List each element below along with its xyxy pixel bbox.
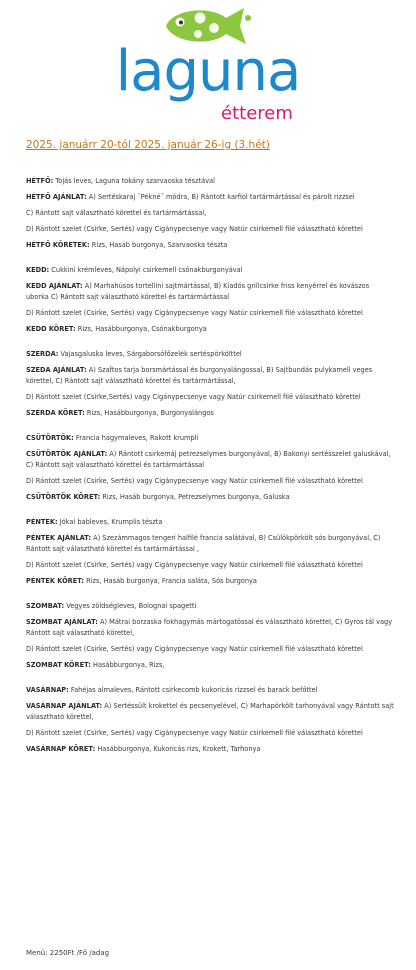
menu-line-label: KEDD AJÁNLAT: [26,282,83,290]
menu-line-text: Rizs, Hasáb burgonya, Szarvaoska tészta [89,241,228,249]
menu-line [26,701,394,723]
menu-line-label: HÉTFŐ AJÁNLAT: [26,193,87,201]
menu-line-label: PÉNTEK AJÁNLAT: [26,534,92,542]
logo-subtitle: étterem [221,103,293,124]
day-block [26,176,394,251]
menu-line [26,560,394,571]
menu-line-label: SZOMBAT AJÁNLAT: [26,618,98,626]
menu-line-label: VASÁRNAP AJÁNLAT: [26,702,103,710]
menu-line-text: A) Sertéssült krokettel és pecsenyelével, C) Marhapörkölt tarhonyával vagy Rántott sajt választható körettel, [26,702,394,721]
menu-line [26,601,394,612]
menu-line-label: SZOMBAT: [26,602,65,610]
menu-line-label: SZOMBAT KÖRET: [26,661,91,669]
menu-line [26,576,394,587]
menu-line-label: KEDD: [26,266,50,274]
menu-line [26,308,394,319]
menu-line [26,744,394,755]
menu-line [26,728,394,739]
menu-line [26,224,394,235]
menu-line-text: C) Rántott sajt választható körettel és tartármártással, [26,209,207,217]
menu-line-label: CSÜTÖRTÖK: [26,434,74,442]
menu-line-label: CSÜTÖRTÖK AJÁNLAT: [26,450,108,458]
menu-line-text: Rizs, Hasábburgonya, Burgonyalángos [84,409,214,417]
menu-line [26,240,394,251]
menu-line [26,208,394,219]
menu-line [26,660,394,671]
menu-line-text: D) Rántott szelet (Csirke, Sertés) vagy Cigánypecsenye vagy Natúr csirkemell filé választható körettel [26,645,363,653]
menu-line [26,492,394,503]
menu-line [26,517,394,528]
day-block [26,265,394,335]
menu-line-text: Vegyes zöldségleves, Bolognai spagetti [64,602,197,610]
menu-line [26,324,394,335]
menu-line [26,281,394,303]
restaurant-logo [0,0,416,130]
day-block [26,517,394,587]
menu-line-text: D) Rántott szelet (Csirke, Sertés) vagy Cigánypecsenye vagy Natúr csirkemell filé választható körettel [26,729,363,737]
menu-line [26,476,394,487]
menu-line [26,192,394,203]
menu-line-text: Jókai bableves, Krumplis tészta [57,518,163,526]
menu-line-text: Fahéjas almaleves, Rántott csirkecomb kukoricás rizzsel és barack befőttel [68,686,318,694]
menu-line-label: HÉTFŐ: [26,177,54,185]
menu-line [26,617,394,639]
menu-line-label: VASÁRNAP KÖRET: [26,745,96,753]
menu-line [26,433,394,444]
menu-line-text: Francia hagymaleves, Rakott krumpli [73,434,199,442]
menu-line-text: Rizs, Hasábburgonya, Csónakburgonya [75,325,207,333]
day-block [26,433,394,503]
menu-line-text: D) Rántott szelet (Csirke, Sertés) vagy Cigánypecsenye vagy Natúr csirkemell filé választható körettel [26,561,363,569]
week-title-link[interactable]: 2025. januárr 20-tól 2025. január 26-ig (3.hét) [26,139,270,151]
day-block [26,349,394,419]
menu-line-text: A) Rántott csirkemáj petrezselymes burgonyával, B) Bakonyi sertésszelet galuskával, C) Rántott sajt választható körettel és tartármártással [26,450,391,469]
day-block [26,685,394,755]
menu-line-text: Hasábburgonya, Rizs, [90,661,165,669]
menu-line [26,408,394,419]
menu-line-label: PÉNTEK: [26,518,58,526]
menu-line-label: CSÜTÖRTÖK KÖRET: [26,493,101,501]
menu-line [26,176,394,187]
menu-line [26,392,394,403]
menu-line-label: SZERDA KÖRET: [26,409,85,417]
menu-line-text: A) Marhahúsos tortellini sajtmártással, B) Kiadós grillcsirke friss kenyérrel és kovászos uborka C) Rántott sajt választható körettel és tartármártással [26,282,370,301]
menu-line-text: A) Szezámmagos tengeri halfilé francia salátával, B) Csülökpörkölt sós burgonyával, C) Rántott sajt választható körettel és tartármártással , [26,534,381,553]
menu-line [26,265,394,276]
menu-line-text: D) Rántott szelet (Csirke, Sertés) vagy Cigánypecsenye vagy Natúr csirkemell filé választható körettel [26,225,363,233]
menu-price: Menü: 2250Ft /Fő /adag [26,949,110,957]
menu-line [26,349,394,360]
menu-line-text: Rizs, Hasáb burgonya, Francia saláta, Sós burgonya [84,577,257,585]
menu-line-text: D) Rántott szelet (Csirke, Sertés) vagy Cigánypecsenye vagy Natúr csirkemell filé választható körettel [26,477,363,485]
menu-line [26,644,394,655]
day-block [26,601,394,671]
menu-line-text: Hasábburgonya, Kukoricás rizs, Krokett, Tarhonya [95,745,261,753]
menu-line-label: SZEDA AJÁNLAT: [26,366,87,374]
menu-line-text: A) Mátrai borzaska fokhagymás mártogatóssal és választható körettel, C) Gyros tál vagy Rántott sajt választható körettel, [26,618,393,637]
menu-line-label: SZERDA: [26,350,59,358]
menu-line [26,365,394,387]
menu-line-text: Tojás leves, Laguna tokány szarvaoska tésztával [53,177,215,185]
menu-line-text: Rizs, Hasáb burgonya, Petrezselymes burgonya, Galuska [100,493,290,501]
menu-line [26,685,394,696]
menu-line-text: Cukkini krémleves, Nápolyi csirkemell csónakburgonyával [49,266,243,274]
menu-line-label: HÉTFŐ KÖRETEK: [26,241,90,249]
menu-line [26,533,394,555]
menu-line-text: D) Rántott szelet (Csirke, Sertés) vagy Cigánypecsenye vagy Natúr csirkemell filé választható körettel [26,309,363,317]
menu-line-text: A) Sertéskaraj ˝Pékné˝ módra, B) Rántott karfiol tartármártással és párolt rizzsel [86,193,355,201]
menu-line-label: VASÁRNAP: [26,686,69,694]
weekly-menu [26,176,394,769]
menu-line-label: KEDD KÖRET: [26,325,76,333]
menu-line-text: Vajasgaluska leves, Sárgaborsófőzelék sertéspörkölttel [58,350,242,358]
menu-line-text: D) Rántott szelet (Csirke,Sertés) vagy Cigánypecsenye vagy Natúr csirkemell filé választható körettel [26,393,361,401]
menu-line [26,449,394,471]
menu-line-label: PÉNTEK KÖRET: [26,577,85,585]
menu-line-text: A) Szaftos tarja borsmártással és burgonyalángossal, B) Sajtbundás pulykamell veges körettel, C) Rántott sajt választható körettel és tartármártással, [26,366,373,385]
logo-wordmark: laguna [115,39,301,104]
